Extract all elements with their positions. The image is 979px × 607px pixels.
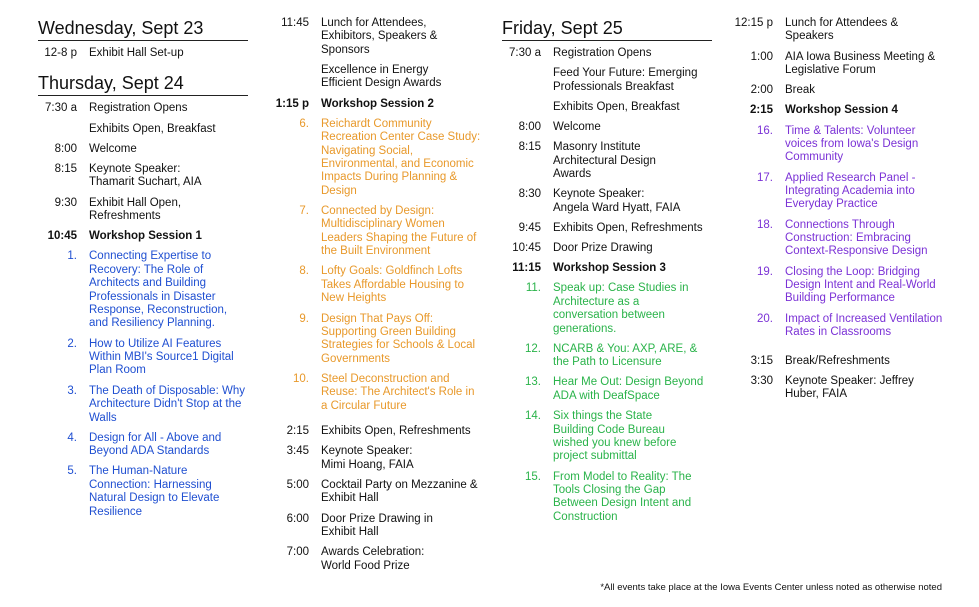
event-time: 8:00 (518, 121, 541, 134)
event-desc: Feed Your Future: Emerging Professionals Breakfast (553, 67, 698, 93)
event-time: 11:15 (512, 262, 541, 275)
workshop-title: Reichardt Community Recreation Center Case Study: Navigating Social, Environmental, and Economic Impacts During Planning & Design (321, 117, 481, 197)
schedule-item (729, 51, 944, 78)
column-friday (502, 17, 712, 531)
event-time: 10:45 (47, 230, 77, 243)
wednesday-list (38, 47, 248, 60)
event-desc: Registration Opens (553, 47, 652, 59)
event-time: 7:00 (286, 546, 309, 559)
workshop-title: Design for All - Above and Beyond ADA Standards (89, 431, 222, 458)
event-desc: Door Prize Drawing (553, 242, 653, 255)
schedule-item (502, 188, 712, 215)
workshop-item (38, 465, 248, 519)
schedule-item (38, 47, 248, 60)
workshop-title: Applied Research Panel - Integrating Academia into Everyday Practice (785, 171, 916, 211)
schedule-item (270, 479, 482, 506)
workshop-item (502, 471, 712, 525)
workshop-title: Impact of Increased Ventilation Rates in Classrooms (785, 312, 943, 339)
event-desc: Awards Celebration: World Food Prize (321, 546, 425, 572)
workshop-item (270, 313, 482, 367)
workshop-session-1-list (38, 250, 248, 519)
event-desc: Workshop Session 2 (321, 97, 434, 110)
workshop-item (38, 385, 248, 425)
event-desc: Exhibit Hall Open, Refreshments (89, 196, 182, 223)
column-friday-continued (729, 17, 944, 408)
schedule-item (502, 101, 712, 114)
workshop-title: How to Utilize AI Features Within MBI's Source1 Digital Plan Room (89, 337, 234, 377)
schedule-item (270, 513, 482, 540)
day-title-wednesday: Wednesday, Sept 23 (38, 17, 248, 41)
event-time: 3:30 (750, 374, 773, 387)
column-thursday (38, 17, 248, 526)
event-time: 10:45 (512, 242, 541, 255)
workshop-number: 10. (293, 372, 309, 385)
thursday-list (38, 102, 248, 243)
workshop-number: 19. (757, 265, 773, 278)
schedule-item (502, 242, 712, 255)
workshop-number: 14. (525, 410, 541, 423)
event-desc: Welcome (89, 142, 137, 155)
event-time: 8:00 (54, 142, 77, 155)
event-time: 2:15 (749, 104, 773, 117)
schedule-item (38, 163, 248, 190)
schedule-item (38, 143, 248, 156)
event-time: 11:45 (281, 17, 309, 29)
schedule-item (502, 121, 712, 134)
workshop-title: Connecting Expertise to Recovery: The Role of Architects and Building Professionals in Disaster Response, Reconstruction, and Resiliency Planning. (89, 250, 228, 330)
event-time: 6:00 (286, 512, 309, 525)
event-time: 9:45 (518, 221, 541, 234)
event-time (270, 64, 321, 91)
schedule-item (502, 222, 712, 235)
event-desc: Workshop Session 4 (785, 104, 898, 117)
event-desc: Keynote Speaker: Jeffrey Huber, FAIA (785, 374, 914, 401)
workshop-item (502, 282, 712, 336)
event-desc: Masonry Institute Architectural Design Awards (553, 141, 656, 181)
event-time: 7:30 a (45, 102, 77, 115)
workshop-item (729, 266, 944, 306)
event-time: 1:00 (750, 50, 773, 63)
workshop-item (38, 432, 248, 459)
event-desc: Door Prize Drawing in Exhibit Hall (321, 512, 433, 538)
event-desc: Exhibits Open, Refreshments (321, 425, 471, 438)
event-time: 5:00 (286, 478, 309, 491)
workshop-title: The Death of Disposable: Why Architecture Didn't Stop at the Walls (89, 384, 245, 424)
schedule-item (270, 425, 482, 438)
event-desc: Excellence in Energy Efficient Design Awards (321, 64, 442, 90)
workshop-title: NCARB & You: AXP, ARE, & the Path to Licensure (553, 342, 698, 369)
friday-afternoon-list (729, 355, 944, 402)
workshop-number: 8. (299, 265, 309, 278)
workshop-item (502, 343, 712, 370)
schedule-item-workshop (38, 230, 248, 243)
event-desc: Welcome (553, 121, 601, 134)
friday-list (502, 47, 712, 276)
workshop-item (502, 376, 712, 403)
event-time: 2:15 (286, 425, 309, 438)
event-desc: Break (785, 84, 816, 97)
event-time: 8:30 (518, 188, 541, 201)
schedule-item-workshop (270, 98, 482, 111)
event-desc: Workshop Session 3 (553, 262, 666, 275)
thursday-evening-list (270, 425, 482, 573)
event-desc: AIA Iowa Business Meeting & Legislative Forum (785, 50, 936, 77)
event-time (502, 101, 553, 114)
event-time: 9:30 (54, 196, 77, 209)
workshop-item (38, 338, 248, 378)
workshop-item (270, 205, 482, 259)
workshop-number: 7. (299, 205, 309, 218)
workshop-number: 16. (757, 124, 773, 137)
event-time: 12:15 p (734, 17, 773, 29)
event-desc: Exhibit Hall Set-up (89, 47, 184, 59)
schedule-item (38, 197, 248, 224)
schedule-item (38, 102, 248, 115)
workshop-title: Speak up: Case Studies in Architecture as a conversation between generations. (553, 282, 689, 335)
event-desc: Keynote Speaker: Angela Ward Hyatt, FAIA (553, 188, 681, 214)
schedule-item (502, 47, 712, 60)
schedule-item (729, 84, 944, 97)
workshop-number: 18. (757, 218, 773, 231)
workshop-number: 17. (757, 171, 773, 184)
workshop-number: 2. (67, 337, 77, 350)
schedule-item (729, 355, 944, 368)
workshop-title: Connections Through Construction: Embracing Context-Responsive Design (785, 218, 928, 258)
event-time: 7:30 a (509, 47, 541, 59)
event-desc: Exhibits Open, Breakfast (553, 100, 680, 113)
schedule-item (729, 375, 944, 402)
schedule-item (270, 546, 482, 573)
footnote: *All events take place at the Iowa Events Center unless noted as otherwise noted (600, 582, 942, 593)
event-desc: Lunch for Attendees, Exhibitors, Speakers & Sponsors (321, 17, 438, 56)
workshop-title: Steel Deconstruction and Reuse: The Architect's Role in a Circular Future (321, 372, 475, 412)
event-time: 1:15 p (275, 97, 309, 110)
schedule-item-workshop (502, 262, 712, 275)
event-time: 2:00 (750, 84, 773, 97)
schedule-item (270, 17, 482, 57)
workshop-number: 3. (67, 384, 77, 397)
event-time: 8:15 (54, 163, 77, 176)
event-desc: Registration Opens (89, 102, 188, 115)
workshop-title: Lofty Goals: Goldfinch Lofts Takes Affordable Housing to New Heights (321, 265, 464, 305)
workshop-title: Six things the State Building Code Bureau wished you knew before project submittal (553, 410, 677, 463)
workshop-title: Time & Talents: Volunteer voices from Iowa's Design Community (785, 124, 919, 164)
workshop-title: Connected by Design: Multidisciplinary Women Leaders Shaping the Future of the Built Environment (321, 205, 477, 258)
workshop-item (729, 219, 944, 259)
workshop-title: The Human-Nature Connection: Harnessing Natural Design to Elevate Resilience (89, 465, 220, 518)
workshop-session-2-list (270, 118, 482, 413)
workshop-number: 20. (757, 312, 773, 325)
event-desc: Exhibits Open, Breakfast (89, 122, 216, 135)
workshop-item (38, 250, 248, 330)
event-desc: Cocktail Party on Mezzanine & Exhibit Hall (321, 478, 478, 505)
workshop-title: Closing the Loop: Bridging Design Intent and Real-World Building Performance (785, 265, 936, 305)
workshop-number: 15. (525, 470, 541, 483)
workshop-number: 13. (525, 376, 541, 389)
workshop-number: 1. (67, 250, 77, 263)
event-time: 8:15 (518, 141, 541, 154)
workshop-number: 4. (67, 431, 77, 444)
event-desc: Break/Refreshments (785, 354, 890, 367)
workshop-item (270, 118, 482, 198)
event-desc: Lunch for Attendees & Speakers (785, 17, 899, 43)
schedule-item (502, 141, 712, 181)
workshop-item (502, 410, 712, 464)
event-time: 12-8 p (44, 47, 77, 59)
schedule-item (729, 17, 944, 44)
workshop-session-4-list (729, 125, 944, 340)
workshop-number: 11. (525, 282, 541, 295)
workshop-item (270, 373, 482, 413)
workshop-number: 5. (67, 465, 77, 478)
workshop-title: Design That Pays Off: Supporting Green Building Strategies for Schools & Local Governments (321, 312, 476, 365)
event-time (502, 67, 553, 94)
workshop-title: Hear Me Out: Design Beyond ADA with DeafSpace (553, 376, 704, 402)
workshop-item (729, 172, 944, 212)
event-time: 3:15 (750, 354, 773, 367)
workshop-session-3-list (502, 282, 712, 524)
thursday-list-continued (270, 17, 482, 111)
friday-list-continued (729, 17, 944, 118)
workshop-item (270, 265, 482, 305)
event-time (38, 123, 89, 136)
day-title-thursday: Thursday, Sept 24 (38, 72, 248, 96)
schedule-item-workshop (729, 104, 944, 117)
event-desc: Keynote Speaker: Mimi Hoang, FAIA (321, 445, 414, 471)
workshop-number: 12. (525, 342, 541, 355)
column-thursday-continued (270, 17, 482, 580)
workshop-title: From Model to Reality: The Tools Closing the Gap Between Design Intent and Construction (553, 470, 692, 523)
workshop-number: 6. (299, 117, 309, 130)
event-desc: Workshop Session 1 (89, 230, 202, 243)
schedule-item (502, 67, 712, 94)
schedule-item (270, 445, 482, 472)
workshop-item (729, 313, 944, 340)
schedule-item (270, 64, 482, 91)
event-desc: Keynote Speaker: Thamarit Suchart, AIA (89, 163, 202, 189)
event-time: 3:45 (286, 445, 309, 458)
event-desc: Exhibits Open, Refreshments (553, 221, 703, 234)
day-title-friday: Friday, Sept 25 (502, 17, 712, 41)
schedule-item (38, 123, 248, 136)
workshop-number: 9. (299, 312, 309, 325)
workshop-item (729, 125, 944, 165)
